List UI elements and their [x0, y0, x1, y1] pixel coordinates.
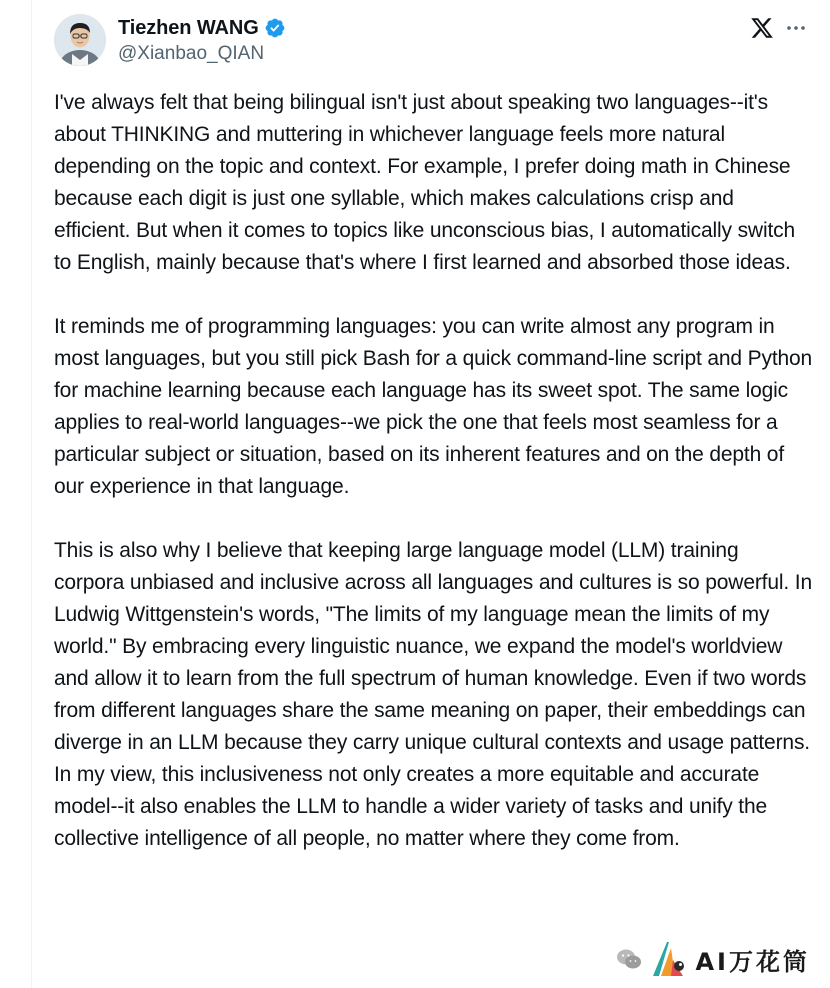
author-display-name[interactable]: Tiezhen WANG: [118, 16, 259, 39]
tweet-paragraph: This is also why I believe that keeping large language model (LLM) training corpora unbiased and inclusive across all languages and cultures is so powerful. In Ludwig Wittgenstein's words, "The limits of my language mean the limits of my world." By embracing every linguistic nuance, we expand the model's worldview and allow it to learn from the full spectrum of human knowledge. Even if two words from different languages share the same meaning on paper, their embeddings can diverge in an LLM because they carry unique cultural contexts and usage patterns. In my view, this inclusiveness not only creates a more equitable and accurate model--it also enables the LLM to handle a wider variety of tasks and unify the collective intelligence of all people, no matter where they come from.: [54, 539, 812, 850]
tweet-text: [54, 87, 814, 887]
tweet-header: [54, 14, 814, 70]
more-options-icon[interactable]: [784, 16, 808, 40]
wechat-icon: [615, 947, 643, 971]
tweet-paragraph: I've always felt that being bilingual isn't just about speaking two languages--it's about THINKING and muttering in whichever language feels more natural depending on the topic and context. For example, I prefer doing math in Chinese because each digit is just one syllable, which makes calculations crisp and efficient. But when it comes to topics like unconscious bias, I automatically switch to English, mainly because that's where I first learned and absorbed those ideas.: [54, 91, 796, 274]
verified-badge-icon: [264, 17, 286, 39]
avatar-image: [54, 14, 106, 66]
author-name-row: [118, 16, 286, 40]
author-handle[interactable]: @Xianbao_QIAN: [118, 43, 265, 64]
author-info: [118, 16, 286, 65]
tweet-paragraph: It reminds me of programming languages: you can write almost any program in most languages, but you still pick Bash for a quick command-line script and Python for machine learning because each language has its sweet spot. The same logic applies to real-world languages--we pick the one that feels most seamless for a particular subject or situation, based on its inherent features and on the depth of our experience in that language.: [54, 315, 813, 498]
timeline-divider: [31, 0, 32, 988]
kaleidoscope-logo-icon: [649, 940, 689, 978]
watermark: [611, 938, 816, 980]
x-logo-icon[interactable]: [750, 16, 774, 40]
avatar[interactable]: [54, 14, 106, 66]
watermark-text: AI万花筒: [695, 947, 810, 976]
